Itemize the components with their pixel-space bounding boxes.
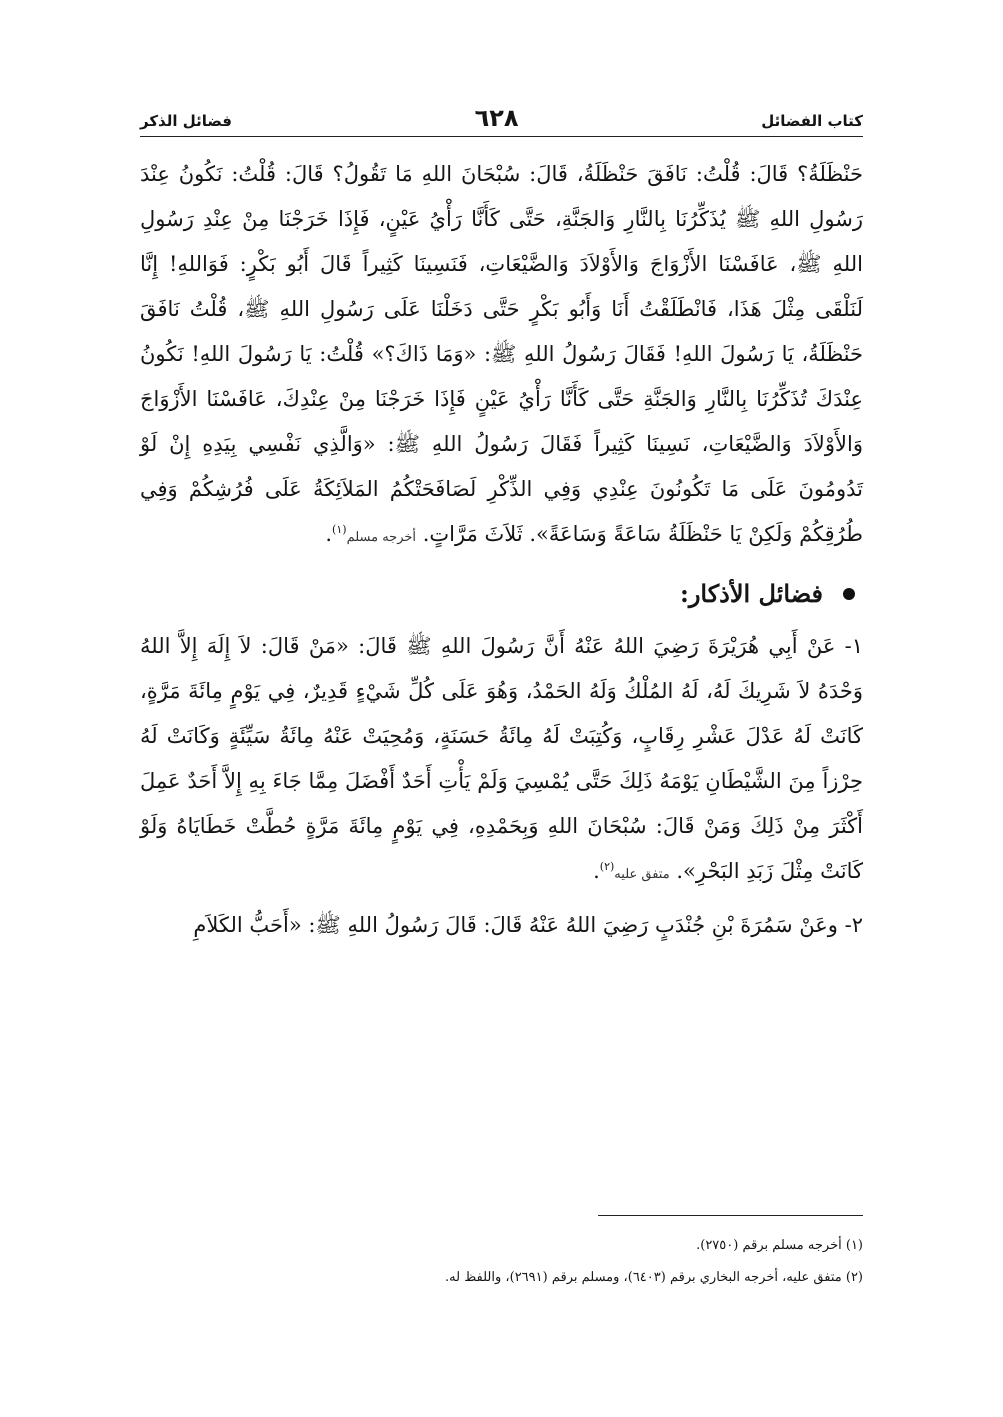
footnotes: [140, 1230, 863, 1294]
section-heading-text: فضائل الأذكار:: [679, 579, 823, 608]
footnote-ref-1: (١): [332, 523, 347, 536]
hadith-2: [140, 903, 863, 948]
hadith-text: حَنْظَلَةُ؟ قَالَ: قُلْتُ: نَافَقَ حَنْظَلَةُ، قَالَ: سُبْحَانَ اللهِ مَا تَقُولُ؟ قَالَ: قُلْتُ: نَكُونُ عِنْدَ رَسُولِ اللهِ ﷺ يُذَكِّرُنَا بِالنَّارِ وَالجَنَّةِ، حَتَّى كَأَنَّا رَأْيُ عَيْنٍ، فَإِذَا خَرَجْنَا مِنْ عِنْدِ رَسُولِ اللهِ ﷺ، عَافَسْنَا الأَزْوَاجَ وَالأَوْلاَدَ وَالضَّيْعَاتِ، فَنَسِينَا كَثِيراً قَالَ أَبُو بَكْرٍ: فَوَاللهِ! إِنَّا لَنَلْقَى مِثْلَ هَذَا، فَانْطَلَقْتُ أَنَا وَأَبُو بَكْرٍ حَتَّى دَخَلْنَا عَلَى رَسُولِ اللهِ ﷺ، قُلْتُ نَافَقَ حَنْظَلَةُ، يَا رَسُولَ اللهِ! فَقَالَ رَسُولُ اللهِ ﷺ: «وَمَا ذَاكَ؟» قُلْتُ: يَا رَسُولَ اللهِ! نَكُونُ عِنْدَكَ تُذَكِّرُنَا بِالنَّارِ وَالجَنَّةِ حَتَّى كَأَنَّا رَأْيُ عَيْنٍ فَإِذَا خَرَجْنَا مِنْ عِنْدِكَ، عَافَسْنَا الأَزْوَاجَ وَالأَوْلاَدَ وَالضَّيْعَاتِ، نَسِينَا كَثِيراً فَقَالَ رَسُولُ اللهِ ﷺ: «وَالَّذِي نَفْسِي بِيَدِهِ إِنْ لَوْ تَدُومُونَ عَلَى مَا تَكُونُونَ عِنْدِي وَفِي الذِّكْرِ لَصَافَحَتْكُمُ المَلاَئِكَةُ عَلَى فُرُشِكُمْ وَفِي طُرُقِكُمْ وَلَكِنْ يَا حَنْظَلَةُ سَاعَةً وَسَاعَةً». ثَلاَثَ مَرَّاتٍ.: [140, 162, 863, 546]
footnote-divider: [598, 1215, 863, 1216]
bullet-icon: [843, 588, 855, 600]
footnote-ref-2: (٢): [599, 860, 615, 873]
hadith-2-text: ٢- وعَنْ سَمُرَةَ بْنِ جُنْدَبٍ رَضِيَ اللهُ عَنْهُ قَالَ: قَالَ رَسُولُ اللهِ ﷺ: «أَحَبُّ الكَلاَمِ: [193, 913, 863, 937]
hadith-1-text: ١- عَنْ أَبِي هُرَيْرَةَ رَضِيَ اللهُ عَنْهُ أَنَّ رَسُولَ اللهِ ﷺ قَالَ: «مَنْ قَالَ: لاَ إِلَهَ إِلاَّ اللهُ وَحْدَهُ لاَ شَرِيكَ لَهُ، لَهُ المُلْكُ وَلَهُ الحَمْدُ، وَهُوَ عَلَى كُلِّ شَيْءٍ قَدِيرٌ، فِي يَوْمٍ مِائَةَ مَرَّةٍ، كَانَتْ لَهُ عَدْلَ عَشْرِ رِقَابٍ، وَكُتِبَتْ لَهُ مِائَةُ حَسَنَةٍ، وَمُحِيَتْ عَنْهُ مِائَةُ سَيِّئَةٍ وَكَانَتْ لَهُ حِرْزاً مِنَ الشَّيْطَانِ يَوْمَهُ ذَلِكَ حَتَّى يُمْسِيَ وَلَمْ يَأْتِ أَحَدٌ أَفْضَلَ مِمَّا جَاءَ بِهِ إِلاَّ أَحَدٌ عَمِلَ أَكْثَرَ مِنْ ذَلِكَ وَمَنْ قَالَ: سُبْحَانَ اللهِ وَبِحَمْدِهِ، فِي يَوْمٍ مِائَةَ مَرَّةٍ حُطَّتْ خَطَايَاهُ وَلَوْ كَانَتْ مِثْلَ زَبَدِ البَحْرِ».: [140, 634, 863, 883]
page-header: [140, 100, 863, 134]
footnote-1: (١) أخرجه مسلم برقم (٢٧٥٠).: [696, 1238, 863, 1253]
sentence-end: .: [593, 859, 600, 883]
header-divider: [140, 136, 863, 137]
page-body: [140, 152, 863, 948]
footnote-2: (٢) متفق عليه، أخرجه البخاري برقم (٦٤٠٣)، ومسلم برقم (٢٦٩١)، واللفظ له.: [445, 1270, 863, 1285]
section-heading: [140, 570, 863, 618]
hadith-1: [140, 624, 863, 897]
page-number: ٦٢٨: [474, 104, 519, 132]
sentence-end: .: [325, 522, 333, 546]
hadith-1-source: متفق عليه: [614, 867, 670, 882]
chapter-title: فضائل الذكر: [140, 112, 232, 130]
hadith-source: أخرجه مسلم: [346, 530, 417, 545]
book-title: كتاب الفضائل: [761, 112, 863, 130]
hadith-continuation: [140, 152, 863, 560]
